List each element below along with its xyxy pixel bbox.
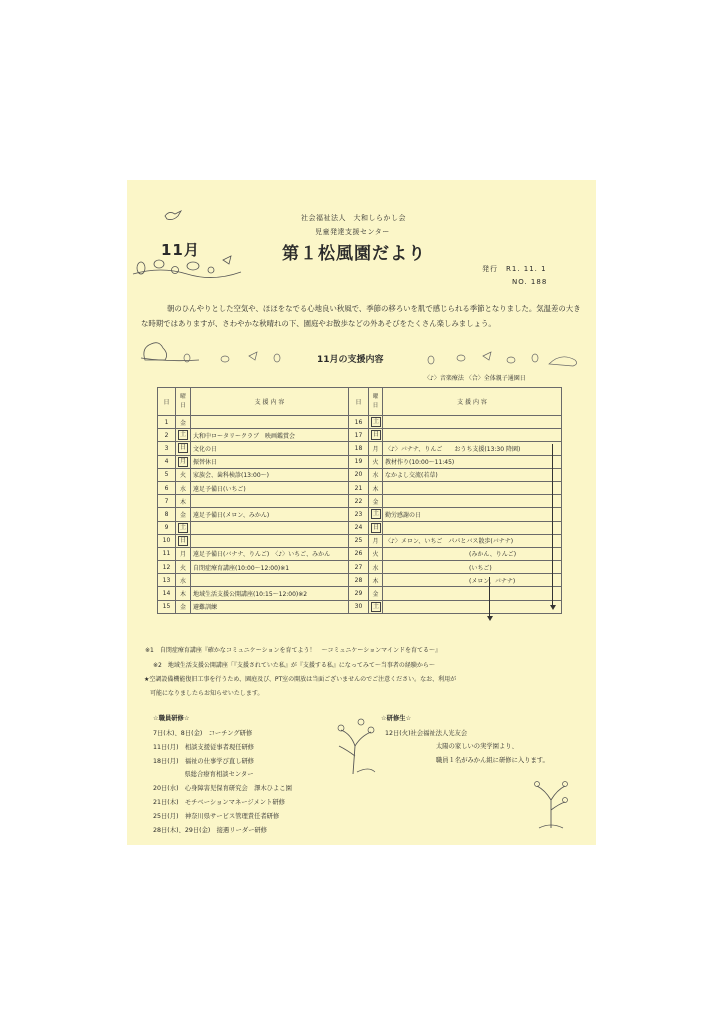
- weekday-cell: [176, 534, 191, 547]
- schedule-legend: 〈♪〉音楽療法 〈合〉全体親子通園日: [424, 375, 526, 382]
- weekday-label: 火: [372, 459, 379, 467]
- day-cell: 9: [158, 521, 176, 534]
- day-cell: 23: [349, 508, 369, 521]
- content-cell: 地域生活支援公開講座(10:15～12:00)※2: [191, 587, 349, 600]
- staff-training-item: 7日(木)、8日(金) コーチング研修: [153, 730, 253, 737]
- weekday-label: 水: [179, 485, 186, 493]
- content-cell: (メロン、バナナ): [383, 574, 562, 587]
- weekday-cell: [369, 416, 383, 429]
- day-cell: 21: [349, 481, 369, 494]
- weekday-label: 金: [372, 591, 379, 599]
- day-cell: 30: [349, 600, 369, 613]
- day-cell: 13: [158, 574, 176, 587]
- weekday-label: 月: [372, 538, 379, 546]
- tree-illustration-right: [531, 774, 571, 830]
- content-cell: 家族会、歯科検診(13:00～): [191, 468, 349, 481]
- weekday-cell: [176, 442, 191, 455]
- table-row: [158, 600, 562, 613]
- table-row: [158, 561, 562, 574]
- content-cell: 教材作り(10:00～11:45): [383, 455, 562, 468]
- weekday-cell: [176, 508, 191, 521]
- content-cell: [383, 416, 562, 429]
- weekday-cell: [369, 521, 383, 534]
- weekday-cell: [176, 481, 191, 494]
- day-cell: 19: [349, 455, 369, 468]
- weekday-cell: [176, 561, 191, 574]
- table-row: [158, 481, 562, 494]
- header-content: 支 援 内 容: [191, 388, 349, 416]
- day-cell: 22: [349, 495, 369, 508]
- content-cell: [383, 587, 562, 600]
- content-cell: 大和中ロータリークラブ 映画鑑賞会: [191, 429, 349, 442]
- note-2: ※2 地域生活支援公開講座「『支援されていた私』が『支援する私』になってみて～当事者の経験から～: [153, 662, 435, 669]
- table-row: [158, 468, 562, 481]
- weekday-label: 土: [180, 431, 187, 439]
- content-cell: 勤労感謝の日: [383, 508, 562, 521]
- weekday-label: 木: [372, 485, 379, 493]
- weekday-label: 金: [179, 604, 186, 612]
- content-cell: [191, 534, 349, 547]
- day-cell: 24: [349, 521, 369, 534]
- trainee-line: 12日(火)社会福祉法人光友会: [385, 730, 468, 737]
- table-row: [158, 495, 562, 508]
- weekday-cell: [369, 495, 383, 508]
- weekday-label: 土: [180, 523, 187, 531]
- table-row: [158, 547, 562, 560]
- day-cell: 28: [349, 574, 369, 587]
- trainee-line: 太陽の家しいの実学園より、: [436, 743, 518, 750]
- newsletter-page: [127, 180, 596, 845]
- weekday-cell: [369, 442, 383, 455]
- staff-training-item: 20日(水) 心身障害児保育研究会 澤木ひよこ園: [153, 785, 292, 793]
- content-cell: (みかん、りんご): [383, 547, 562, 560]
- org-name: 社会福祉法人 大和しらかし会: [301, 214, 406, 222]
- content-cell: 遠足予備日(いちご): [191, 481, 349, 494]
- note-1: ※1 自閉症療育講座『確かなコミュニケーションを育てよう！ ～コミュニケーションマインドを育てる～』: [145, 647, 442, 654]
- weekday-cell: [176, 468, 191, 481]
- table-row: [158, 521, 562, 534]
- content-cell: [191, 416, 349, 429]
- trainee-title: ☆研修生☆: [381, 715, 412, 722]
- day-cell: 17: [349, 429, 369, 442]
- bird-icon: [163, 208, 183, 222]
- content-cell: 避難訓練: [191, 600, 349, 613]
- weekday-cell: [369, 508, 383, 521]
- notice-line-2: 可能になりましたらお知らせいたします。: [144, 690, 264, 697]
- day-cell: 14: [158, 587, 176, 600]
- weekday-label: 土: [373, 418, 380, 426]
- weekday-cell: [369, 429, 383, 442]
- table-row: [158, 534, 562, 547]
- content-cell: [191, 521, 349, 534]
- weekday-label: 日: [180, 444, 187, 452]
- day-cell: 15: [158, 600, 176, 613]
- content-cell: [383, 600, 562, 613]
- weekday-label: 月: [372, 445, 379, 453]
- acorns-right-icon: [423, 350, 583, 368]
- day-cell: 18: [349, 442, 369, 455]
- weekday-cell: [369, 534, 383, 547]
- home-support-arrow: [552, 444, 553, 606]
- weekday-label: 金: [179, 419, 186, 427]
- weekday-label: 水: [372, 564, 379, 572]
- content-cell: 遠足予備日(バナナ、りんご) 〈♪〉いちご、みかん: [191, 547, 349, 560]
- staff-training-item: 28日(木)、29日(金) 接遇リーダー研修: [153, 826, 268, 834]
- header-day: 日: [158, 388, 176, 416]
- content-cell: [383, 495, 562, 508]
- content-cell: 遠足予備日(メロン、みかん): [191, 508, 349, 521]
- weekday-cell: [176, 416, 191, 429]
- day-cell: 11: [158, 547, 176, 560]
- header-content: 支 援 内 容: [383, 388, 562, 416]
- header-weekday: 曜日: [369, 388, 383, 416]
- weekday-cell: [369, 574, 383, 587]
- weekday-cell: [176, 574, 191, 587]
- table-header-row: [158, 388, 562, 416]
- content-cell: 〈♪〉メロン、いちご パパとバス散歩(バナナ): [383, 534, 562, 547]
- table-row: [158, 587, 562, 600]
- staff-training-item: 25日(月) 神奈川県サービス管理責任者研修: [153, 812, 280, 820]
- day-cell: 27: [349, 561, 369, 574]
- weekday-label: 金: [372, 498, 379, 506]
- day-cell: 7: [158, 495, 176, 508]
- weekday-cell: [369, 481, 383, 494]
- day-cell: 29: [349, 587, 369, 600]
- content-cell: 振替休日: [191, 455, 349, 468]
- weekday-label: 木: [179, 591, 186, 599]
- center-name: 児童発達支援センター: [315, 228, 390, 236]
- table-row: [158, 429, 562, 442]
- weekday-label: 木: [179, 498, 186, 506]
- weekday-cell: [369, 587, 383, 600]
- acorns-left-icon: [177, 350, 287, 366]
- notice-line-1: ★空調設備機能復旧工事を行うため、園庭及び、PT室の開放は当面ございませんのでご注意ください。なお、利用が: [144, 676, 457, 683]
- newsletter-title: 第１松風園だより: [282, 244, 426, 264]
- weekday-cell: [369, 561, 383, 574]
- tree-illustration-left: [333, 716, 379, 776]
- staff-training-item: 11日(月) 相談支援従事者現任研修: [153, 743, 255, 751]
- weekday-cell: [176, 521, 191, 534]
- day-cell: 12: [158, 561, 176, 574]
- intro-paragraph: 朝のひんやりとした空気や、ほほをなでる心地良い秋風で、季節の移ろいを肌で感じられる季節となりました。気温差の大きな時期ではありますが、さわやかな秋晴れの下、園庭やお散歩などの外あそびをたくさん楽しみましょう。: [141, 304, 581, 328]
- table-row: [158, 508, 562, 521]
- weekday-label: 火: [372, 551, 379, 559]
- day-cell: 1: [158, 416, 176, 429]
- weekday-label: 日: [373, 431, 380, 439]
- content-cell: [383, 481, 562, 494]
- weekday-cell: [176, 547, 191, 560]
- weekday-label: 金: [179, 511, 186, 519]
- issue-date: 発行 R1. 11. 1: [482, 265, 547, 273]
- schedule-table: [157, 387, 562, 614]
- day-cell: 20: [349, 468, 369, 481]
- weekday-label: 月: [180, 457, 187, 465]
- day-cell: 2: [158, 429, 176, 442]
- weekday-label: 水: [372, 472, 379, 480]
- weekday-label: 日: [180, 536, 187, 544]
- table-row: [158, 455, 562, 468]
- day-cell: 10: [158, 534, 176, 547]
- weekday-label: 日: [373, 523, 380, 531]
- table-row: [158, 442, 562, 455]
- squirrel-icon: [139, 338, 173, 364]
- content-cell: [383, 521, 562, 534]
- weekday-cell: [176, 495, 191, 508]
- header-weekday: 曜日: [176, 388, 191, 416]
- content-cell: 自閉症療育講座(10:00～12:00)※1: [191, 561, 349, 574]
- weekday-cell: [369, 468, 383, 481]
- content-cell: 〈♪〉バナナ、りんご おうち支援(13:30 降園): [383, 442, 562, 455]
- weekday-cell: [176, 600, 191, 613]
- staff-training-item: 県総合療育相談センター: [153, 771, 254, 779]
- weekday-label: 土: [373, 602, 380, 610]
- weekday-cell: [369, 547, 383, 560]
- weekday-cell: [369, 455, 383, 468]
- table-row: [158, 416, 562, 429]
- day-cell: 8: [158, 508, 176, 521]
- table-row: [158, 574, 562, 587]
- day-cell: 16: [349, 416, 369, 429]
- content-cell: [383, 429, 562, 442]
- day-cell: 4: [158, 455, 176, 468]
- weekday-label: 火: [179, 564, 186, 572]
- day-cell: 25: [349, 534, 369, 547]
- content-cell: なかよし交流(若草): [383, 468, 562, 481]
- weekday-label: 木: [372, 577, 379, 585]
- trainee-line: 職員１名がみかん組に研修に入ります。: [436, 757, 549, 764]
- bus-walk-arrow: [489, 577, 490, 617]
- weekday-label: 月: [179, 551, 186, 559]
- issue-number: NO. 188: [512, 278, 548, 286]
- staff-training-item: 21日(木) モチベーションマネージメント研修: [153, 799, 285, 806]
- content-cell: [191, 495, 349, 508]
- weekday-label: 火: [179, 472, 186, 480]
- day-cell: 3: [158, 442, 176, 455]
- schedule-title: 11月の支援内容: [317, 355, 384, 365]
- content-cell: [191, 574, 349, 587]
- day-cell: 5: [158, 468, 176, 481]
- day-cell: 26: [349, 547, 369, 560]
- content-cell: 文化の日: [191, 442, 349, 455]
- day-cell: 6: [158, 481, 176, 494]
- month-label: 11月: [161, 241, 200, 259]
- header-day: 日: [349, 388, 369, 416]
- weekday-cell: [176, 429, 191, 442]
- weekday-cell: [176, 455, 191, 468]
- weekday-label: 水: [179, 577, 186, 585]
- weekday-label: 土: [373, 510, 380, 518]
- weekday-cell: [176, 587, 191, 600]
- content-cell: (いちご): [383, 561, 562, 574]
- weekday-cell: [369, 600, 383, 613]
- staff-training-item: 18日(月) 福祉の仕事学び直し研修: [153, 757, 255, 765]
- staff-training-title: ☆職員研修☆: [153, 715, 190, 722]
